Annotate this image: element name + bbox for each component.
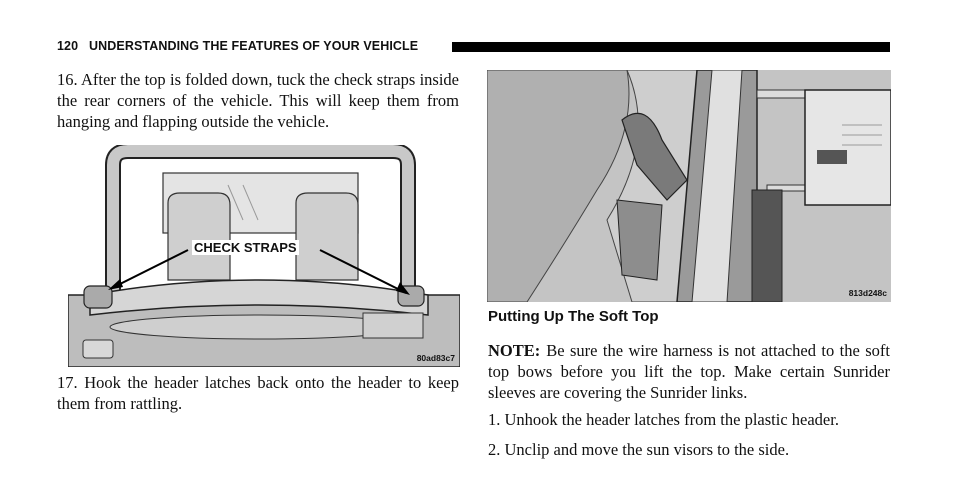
jeep-rear-illustration <box>68 145 460 367</box>
figure-code: 813d248c <box>848 288 887 298</box>
page-header <box>57 38 890 54</box>
step-17-text: 17. Hook the header latches back onto the header to keep them from rattling. <box>57 373 459 413</box>
note-paragraph <box>488 340 890 403</box>
step-16-text: 16. After the top is folded down, tuck the check straps inside the rear corners of the vehicle. This will keep them from hanging and flapping outside the vehicle. <box>57 70 459 131</box>
step-1-text: 1. Unhook the header latches from the plastic header. <box>488 410 839 429</box>
section-title: UNDERSTANDING THE FEATURES OF YOUR VEHICLE <box>89 39 419 53</box>
page-number: 120 <box>57 39 79 53</box>
step-2-text: 2. Unclip and move the sun visors to the side. <box>488 440 790 459</box>
figure-code: 80ad83c7 <box>416 353 455 363</box>
note-text: Be sure the wire harness is not attached to the soft top bows before you lift the top. Make certain Sunrider sleeves are covering the Sunrider links. <box>488 341 890 402</box>
interior-visor-illustration <box>487 70 891 302</box>
header-latch-illustration <box>487 70 891 302</box>
section-heading: Putting Up The Soft Top <box>488 308 659 325</box>
note-label: NOTE: <box>488 341 541 360</box>
header-rule <box>452 42 890 52</box>
check-straps-illustration <box>68 145 460 367</box>
check-straps-label: CHECK STRAPS <box>194 240 297 255</box>
